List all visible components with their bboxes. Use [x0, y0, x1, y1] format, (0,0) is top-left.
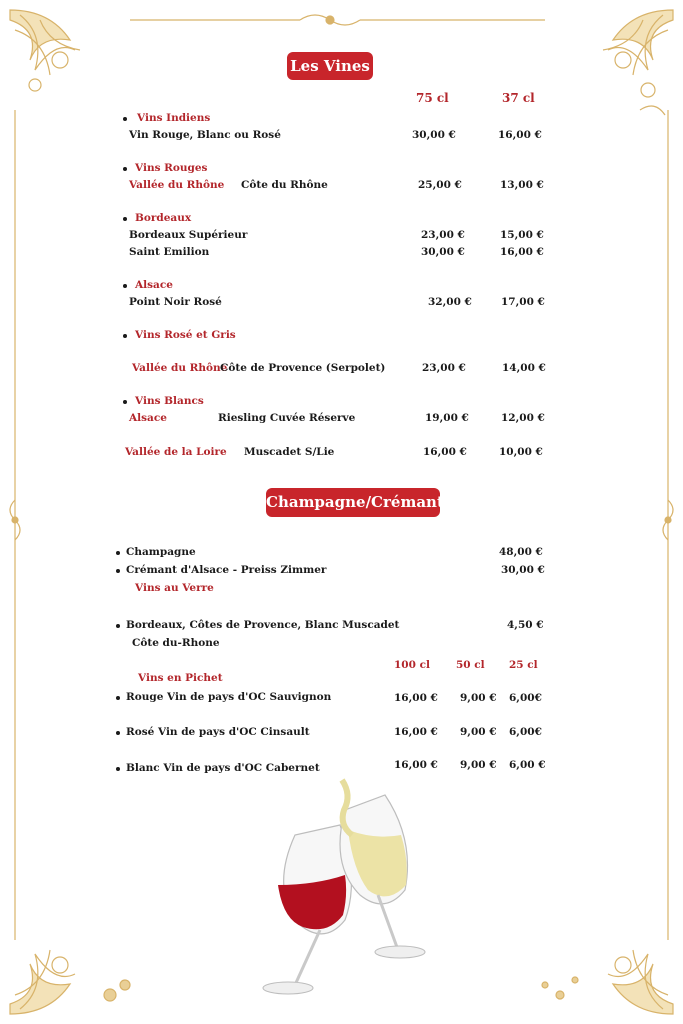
- price-37cl: 12,00 €: [501, 412, 545, 424]
- section-title-champagne: Champagne/Crémant: [266, 488, 440, 517]
- wine-item-continued: Côte du-Rhone: [132, 637, 220, 649]
- col-header-100cl: 100 cl: [394, 659, 430, 671]
- wine-item: Champagne: [126, 546, 196, 558]
- region-label: Vallée du Rhône: [129, 179, 225, 191]
- bullet: [123, 217, 127, 221]
- col-header-75cl: 75 cl: [416, 91, 449, 105]
- price-75cl: 16,00 €: [423, 446, 467, 458]
- bullet: [116, 569, 120, 573]
- price-50cl: 9,00 €: [460, 759, 497, 771]
- col-header-37cl: 37 cl: [502, 91, 535, 105]
- wine-item: Point Noir Rosé: [129, 296, 222, 308]
- bullet: [123, 400, 127, 404]
- col-header-25cl: 25 cl: [509, 659, 538, 671]
- wine-item: Saint Emilion: [129, 246, 210, 258]
- bullet: [123, 167, 127, 171]
- wine-item: Bordeaux Supérieur: [129, 229, 248, 241]
- region-label: Alsace: [129, 412, 167, 424]
- wine-item: Blanc Vin de pays d'OC Cabernet: [126, 762, 320, 774]
- price-75cl: 32,00 €: [428, 296, 472, 308]
- wine-item: Vin Rouge, Blanc ou Rosé: [129, 129, 281, 141]
- price-50cl: 9,00 €: [460, 692, 497, 704]
- category-vins-rose-gris: Vins Rosé et Gris: [135, 329, 236, 341]
- category-vins-en-pichet: Vins en Pichet: [138, 672, 223, 684]
- bullet: [116, 551, 120, 555]
- price-37cl: 17,00 €: [501, 296, 545, 308]
- price-50cl: 9,00 €: [460, 726, 497, 738]
- price-37cl: 16,00 €: [500, 246, 544, 258]
- wine-item: Bordeaux, Côtes de Provence, Blanc Muscadet: [126, 619, 400, 631]
- wine-item: Rosé Vin de pays d'OC Cinsault: [126, 726, 310, 738]
- price-37cl: 14,00 €: [502, 362, 546, 374]
- region-label: Vallée du Rhône: [132, 362, 228, 374]
- category-vins-rouges: Vins Rouges: [135, 162, 208, 174]
- price-100cl: 16,00 €: [394, 759, 438, 771]
- price: 4,50 €: [507, 619, 544, 631]
- price-37cl: 16,00 €: [498, 129, 542, 141]
- wine-item: Rouge Vin de pays d'OC Sauvignon: [126, 691, 332, 703]
- wine-item: Crémant d'Alsace - Preiss Zimmer: [126, 564, 327, 576]
- price: 48,00 €: [499, 546, 543, 558]
- wine-item: Muscadet S/Lie: [244, 446, 335, 458]
- price-37cl: 10,00 €: [499, 446, 543, 458]
- region-label: Vallée de la Loire: [125, 446, 227, 458]
- bullet: [116, 696, 120, 700]
- price-100cl: 16,00 €: [394, 692, 438, 704]
- col-header-50cl: 50 cl: [456, 659, 485, 671]
- bullet: [123, 117, 127, 121]
- bullet: [123, 284, 127, 288]
- price-75cl: 23,00 €: [422, 362, 466, 374]
- bullet: [116, 731, 120, 735]
- price-25cl: 6,00€: [509, 692, 542, 704]
- wine-glasses-image: [250, 775, 440, 1000]
- wine-item: Riesling Cuvée Réserve: [218, 412, 356, 424]
- category-alsace: Alsace: [135, 279, 173, 291]
- category-vins-au-verre: Vins au Verre: [135, 582, 214, 594]
- price-37cl: 13,00 €: [500, 179, 544, 191]
- price-100cl: 16,00 €: [394, 726, 438, 738]
- price-75cl: 23,00 €: [421, 229, 465, 241]
- price: 30,00 €: [501, 564, 545, 576]
- category-bordeaux: Bordeaux: [135, 212, 192, 224]
- category-vins-indiens: Vins Indiens: [137, 112, 211, 124]
- red-wine-glass-icon: [263, 825, 351, 994]
- bullet: [116, 767, 120, 771]
- price-25cl: 6,00 €: [509, 759, 546, 771]
- section-title-vines: Les Vines: [287, 52, 373, 80]
- category-vins-blancs: Vins Blancs: [135, 395, 204, 407]
- price-75cl: 25,00 €: [418, 179, 462, 191]
- bullet: [116, 624, 120, 628]
- price-37cl: 15,00 €: [500, 229, 544, 241]
- bullet: [123, 334, 127, 338]
- price-25cl: 6,00€: [509, 726, 542, 738]
- wine-item: Côte du Rhône: [241, 179, 328, 191]
- white-wine-glass-icon: [340, 780, 425, 958]
- price-75cl: 30,00 €: [412, 129, 456, 141]
- wine-item: Côte de Provence (Serpolet): [220, 362, 386, 374]
- price-75cl: 30,00 €: [421, 246, 465, 258]
- price-75cl: 19,00 €: [425, 412, 469, 424]
